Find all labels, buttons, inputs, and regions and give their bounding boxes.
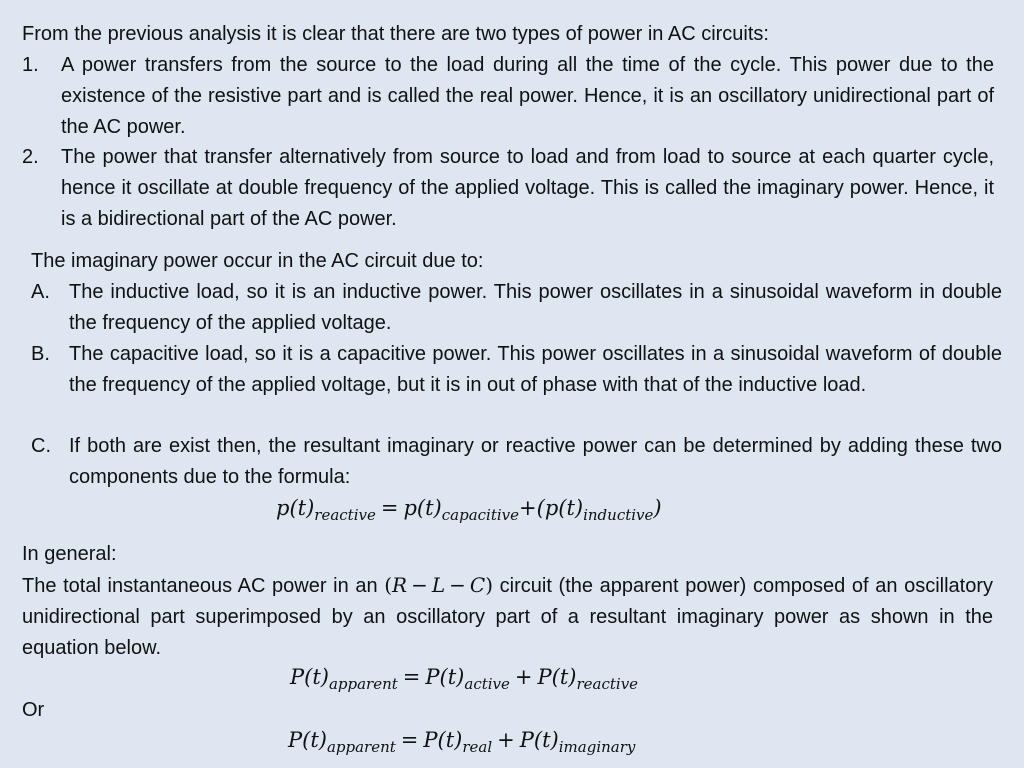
imaginary-intro: The imaginary power occur in the AC circuit due to: (31, 250, 484, 272)
cause-a (31, 277, 1002, 339)
cause-c (31, 431, 1002, 493)
or-label: Or (22, 699, 45, 721)
general-text: The total instantaneous AC power in an (R − L − C) circuit (the apparent power) composed of an oscillatory unidirectional part superimposed by an oscillatory part of a resultant imaginary power as shown in the equation below. (22, 573, 993, 659)
reactive-power-equation: $p(t)_{reactive} = p(t)_{capacitive}+(p(t)_{inductive})$ (276, 496, 662, 524)
list-text: The inductive load, so it is an inductive power. This power oscillates in a sinusoidal waveform in double the frequency of the applied voltage. (69, 281, 1002, 334)
rlc-expression: (R − L − C) (384, 573, 494, 597)
list-text: The capacitive load, so it is a capacitive power. This power oscillates in a sinusoidal waveform of double the frequency of the applied voltage, but it is in out of phase with that of the inductive load. (69, 343, 1002, 396)
list-number: 1. (22, 54, 39, 76)
apparent-power-equation-real: $P(t)_{apparent} = P(t)_{real} + P(t)_{imaginary}$ (288, 728, 636, 756)
intro-text: From the previous analysis it is clear that there are two types of power in AC circuits: (22, 23, 769, 45)
list-letter: A. (31, 281, 50, 303)
list-text: If both are exist then, the resultant imaginary or reactive power can be determined by adding these two components due to the formula: (69, 435, 1002, 488)
list-letter: B. (31, 343, 50, 365)
list-text: The power that transfer alternatively from source to load and from load to source at each quarter cycle, hence it oscillate at double frequency of the applied voltage. This is called the imaginary power. Hence, it is a bidirectional part of the AC power. (61, 146, 994, 230)
power-type-2 (22, 142, 994, 234)
cause-b (31, 339, 1002, 401)
power-type-1 (22, 50, 994, 142)
apparent-power-equation-active: $P(t)_{apparent} = P(t)_{active} + P(t)_{reactive}$ (290, 665, 639, 693)
general-label: In general: (22, 543, 117, 565)
list-text: A power transfers from the source to the load during all the time of the cycle. This power due to the existence of the resistive part and is called the real power. Hence, it is an oscillatory unidirectional part of the AC power. (61, 54, 994, 138)
list-letter: C. (31, 435, 51, 457)
list-number: 2. (22, 146, 39, 168)
